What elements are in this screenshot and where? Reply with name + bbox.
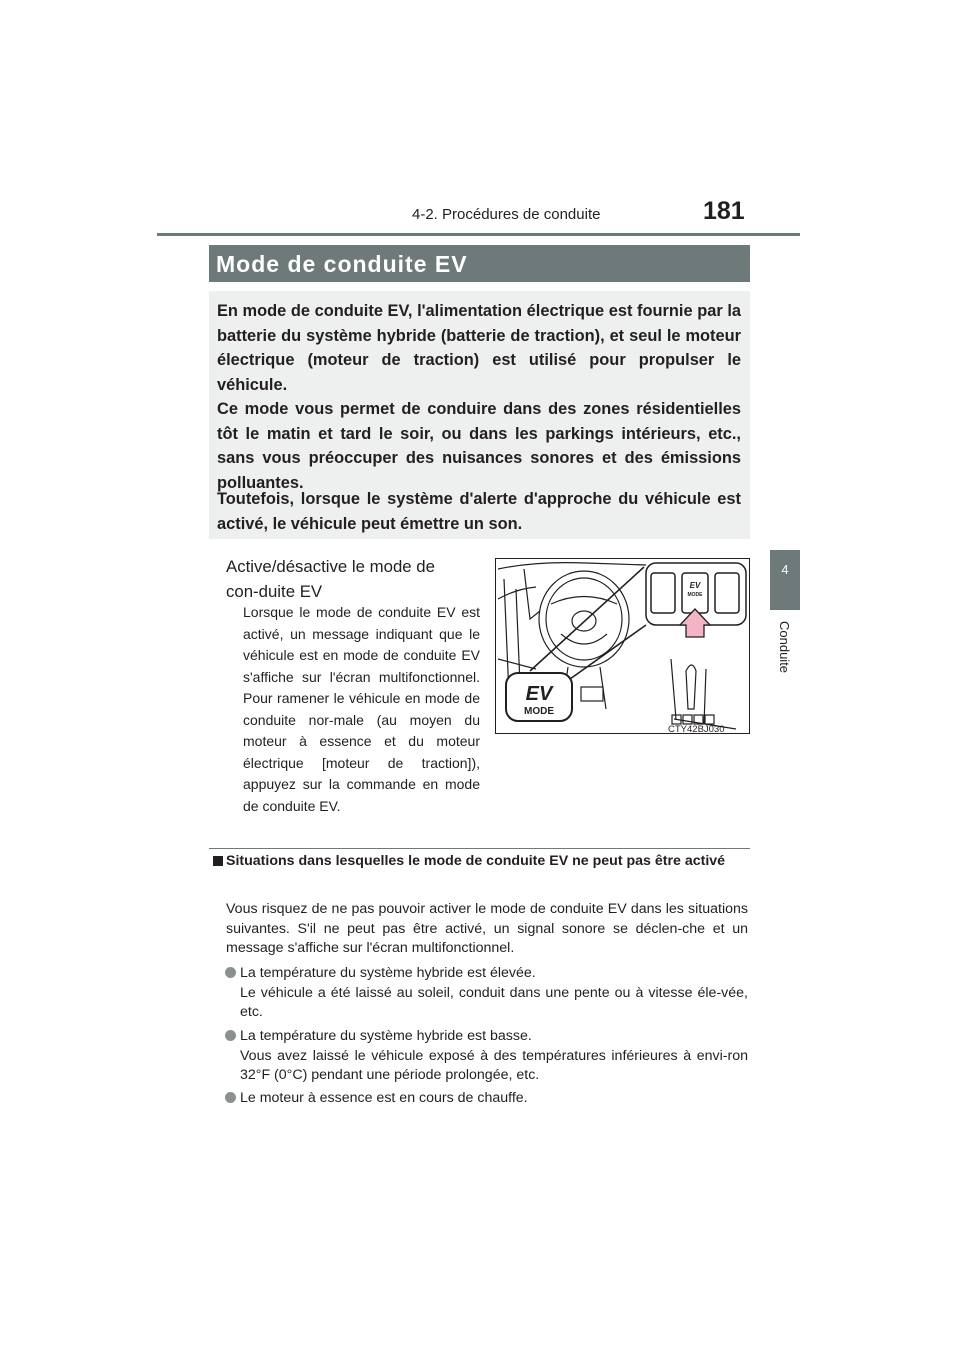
square-bullet-icon xyxy=(213,856,223,866)
list-item-title: La température du système hybride est élevée. xyxy=(240,965,536,981)
bullet-dot-icon xyxy=(225,1030,236,1041)
list-item xyxy=(226,1089,748,1109)
section-divider xyxy=(209,848,750,849)
chapter-number: 4 xyxy=(781,562,789,577)
bullet-dot-icon xyxy=(225,967,236,978)
subsection-heading: Situations dans lesquelles le mode de conduite EV ne peut pas être activé xyxy=(226,853,726,869)
subsection-intro: Vous risquez de ne pas pouvoir activer le mode de conduite EV dans les situations suivantes. S'il ne peut pas être activé, un signal sonore se déclen-che et un message s'affiche sur l'écran multifonctionnel. xyxy=(226,901,748,956)
action-description: Active/désactive le mode de con-duite EV xyxy=(226,557,435,601)
chapter-label: Conduite xyxy=(777,621,792,674)
header-section-title: 4-2. Procédures de conduite xyxy=(412,206,601,223)
action-detail: Lorsque le mode de conduite EV est activé, un message indiquant que le véhicule est en mode de conduite EV s'affiche sur l'écran multifonctionnel. Pour ramener le véhicule en mode de conduite nor-male (au moyen du moteur à essence et du moteur électrique [moteur de traction]), appuyez sur la commande en mode de conduite EV. xyxy=(243,604,480,814)
bullet-dot-icon xyxy=(225,1092,236,1103)
dashboard-illustration xyxy=(495,558,750,734)
ev-switch-sublabel: MODE xyxy=(687,592,703,598)
page-number: 181 xyxy=(703,197,745,225)
intro-paragraph-1: En mode de conduite EV, l'alimentation électrique est fournie par la batterie du système hybride (batterie de traction), et seul le moteur électrique (moteur de traction) est utilisé pour propulser le véhicule. xyxy=(217,302,741,394)
list-item-detail: Le véhicule a été laissé au soleil, conduit dans une pente ou à vitesse éle-vée, etc. xyxy=(240,984,748,1020)
ev-badge-label: EV xyxy=(525,683,553,705)
ev-badge-sublabel: MODE xyxy=(524,706,554,717)
intro-paragraph-3: Toutefois, lorsque le système d'alerte d'approche du véhicule est activé, le véhicule peut émettre un son. xyxy=(217,490,741,533)
dashboard-drawing xyxy=(496,559,749,733)
list-item-title: Le moteur à essence est en cours de chauffe. xyxy=(240,1090,528,1106)
list-item xyxy=(226,1027,748,1086)
figure-code: CTY42BJ030 xyxy=(668,724,725,735)
list-item-detail: Vous avez laissé le véhicule exposé à des températures inférieures à envi-ron 32°F (0°C) pendant une période prolongée, etc. xyxy=(240,1047,748,1083)
list-item-title: La température du système hybride est basse. xyxy=(240,1028,532,1044)
section-title: Mode de conduite EV xyxy=(216,251,468,277)
list-item xyxy=(226,964,748,1023)
chapter-tab xyxy=(770,550,800,610)
intro-paragraph-2: Ce mode vous permet de conduire dans des zones résidentielles tôt le matin et tard le soir, ou dans les parkings intérieurs, etc., sans vous préoccuper des nuisances sonores et des émissions polluantes. xyxy=(217,400,741,492)
ev-switch-label: EV xyxy=(689,581,701,590)
header-divider xyxy=(157,233,800,236)
